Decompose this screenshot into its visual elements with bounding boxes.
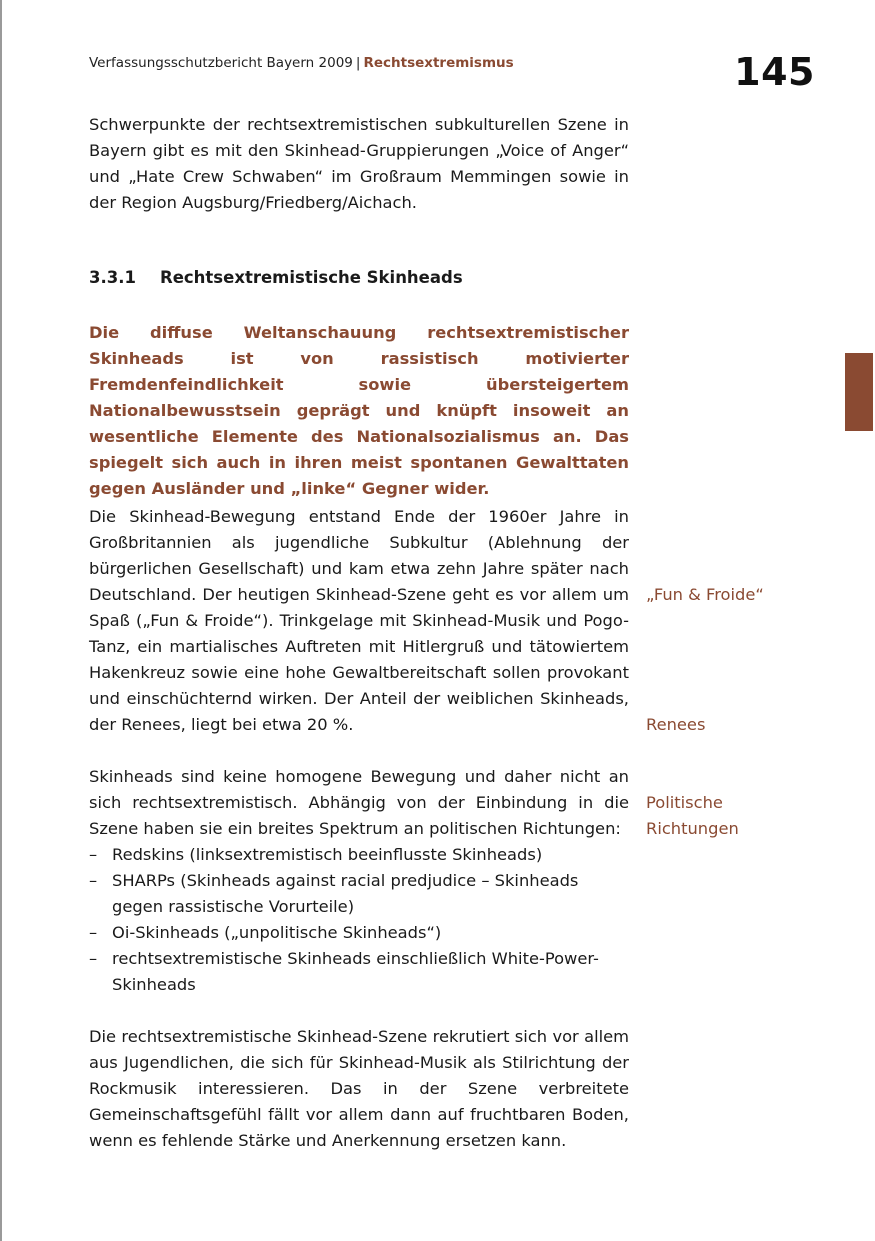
margin-note-line: Richtungen bbox=[646, 819, 739, 838]
body-paragraph-1: Die Skinhead-Bewegung entstand Ende der 1960er Jahre in Großbritannien als jugendliche Subkultur (Ablehnung der bürgerlichen Gesellschaft) und kam etwa zehn Jahre später nach Deutschland. Der heutigen Skinhead-Szene geht es vor allem um Spaß („Fun & Froide“). Trinkgelage mit Skinhead-Musik und Pogo-Tanz, ein martialisches Auftreten mit Hitlergruß und tätowiertem Hakenkreuz sowie eine hohe Gewaltbereitschaft sollen provokant und einschüchternd wirken. Der Anteil der weiblichen Skinheads, der Renees, liegt bei etwa 20 %. bbox=[89, 507, 629, 734]
margin-note-fun-froide: „Fun & Froide“ bbox=[646, 585, 764, 604]
header-publication: Verfassungsschutzbericht Bayern 2009 bbox=[89, 55, 353, 71]
list-item-text: Oi-Skinheads („unpolitische Skinheads“) bbox=[112, 923, 442, 942]
list-dash: – bbox=[89, 923, 98, 942]
margin-note-politische-richtungen bbox=[646, 790, 846, 842]
list-item bbox=[89, 842, 629, 868]
header-separator: | bbox=[355, 55, 361, 71]
section-heading bbox=[89, 268, 463, 287]
list-item-text: rechtsextremistische Skinheads einschließlich White-Power-Skinheads bbox=[112, 949, 599, 994]
section-title: Rechtsextremistische Skinheads bbox=[160, 268, 463, 287]
body-paragraph-3: Die rechtsextremistische Skinhead-Szene rekrutiert sich vor allem aus Jugendlichen, die sich für Skinhead-Musik als Stilrichtung der Rockmusik interessieren. Das in der Szene verbreitete Gemeinschaftsgefühl fällt vor allem dann auf fruchtbaren Boden, wenn es fehlende Stärke und Anerkennung ersetzen kann. bbox=[89, 1027, 629, 1150]
list-item-text: Redskins (linksextremistisch beeinflusste Skinheads) bbox=[112, 845, 543, 864]
list-item-text: SHARPs (Skinheads against racial predjudice – Skinheads gegen rassistische Vorurteile) bbox=[112, 871, 579, 916]
intro-paragraph: Schwerpunkte der rechtsextremistischen subkulturellen Szene in Bayern gibt es mit den Skinhead-Gruppierungen „Voice of Anger“ und „Hate Crew Schwaben“ im Großraum Memmingen sowie in der Region Augsburg/Friedberg/Aichach. bbox=[89, 115, 629, 212]
page-edge-rule bbox=[0, 0, 2, 1241]
list-item bbox=[89, 868, 629, 920]
margin-note-line: Politische bbox=[646, 793, 723, 812]
political-directions-list bbox=[89, 842, 629, 998]
lead-paragraph: Die diffuse Weltanschauung rechtsextremistischer Skinheads ist von rassistisch motivierter Fremdenfeindlichkeit sowie übersteigertem Nationalbewusstsein geprägt und knüpft insoweit an wesentliche Elemente des Nationalsozialismus an. Das spiegelt sich auch in ihren meist spontanen Gewalttaten gegen Ausländer und „linke“ Gegner wider. bbox=[89, 323, 629, 498]
list-dash: – bbox=[89, 845, 98, 864]
header-section: Rechtsextremismus bbox=[363, 55, 514, 71]
margin-note-renees: Renees bbox=[646, 715, 706, 734]
body-paragraph-2: Skinheads sind keine homogene Bewegung und daher nicht an sich rechtsextremistisch. Abhängig von der Einbindung in die Szene haben sie ein breites Spektrum an politischen Richtungen: bbox=[89, 767, 629, 838]
list-item bbox=[89, 920, 629, 946]
page-number: 145 bbox=[734, 50, 815, 94]
list-item bbox=[89, 946, 629, 998]
running-header bbox=[89, 55, 514, 71]
list-dash: – bbox=[89, 871, 98, 890]
section-number: 3.3.1 bbox=[89, 268, 136, 287]
list-dash: – bbox=[89, 949, 98, 968]
chapter-thumb-tab bbox=[845, 353, 873, 431]
